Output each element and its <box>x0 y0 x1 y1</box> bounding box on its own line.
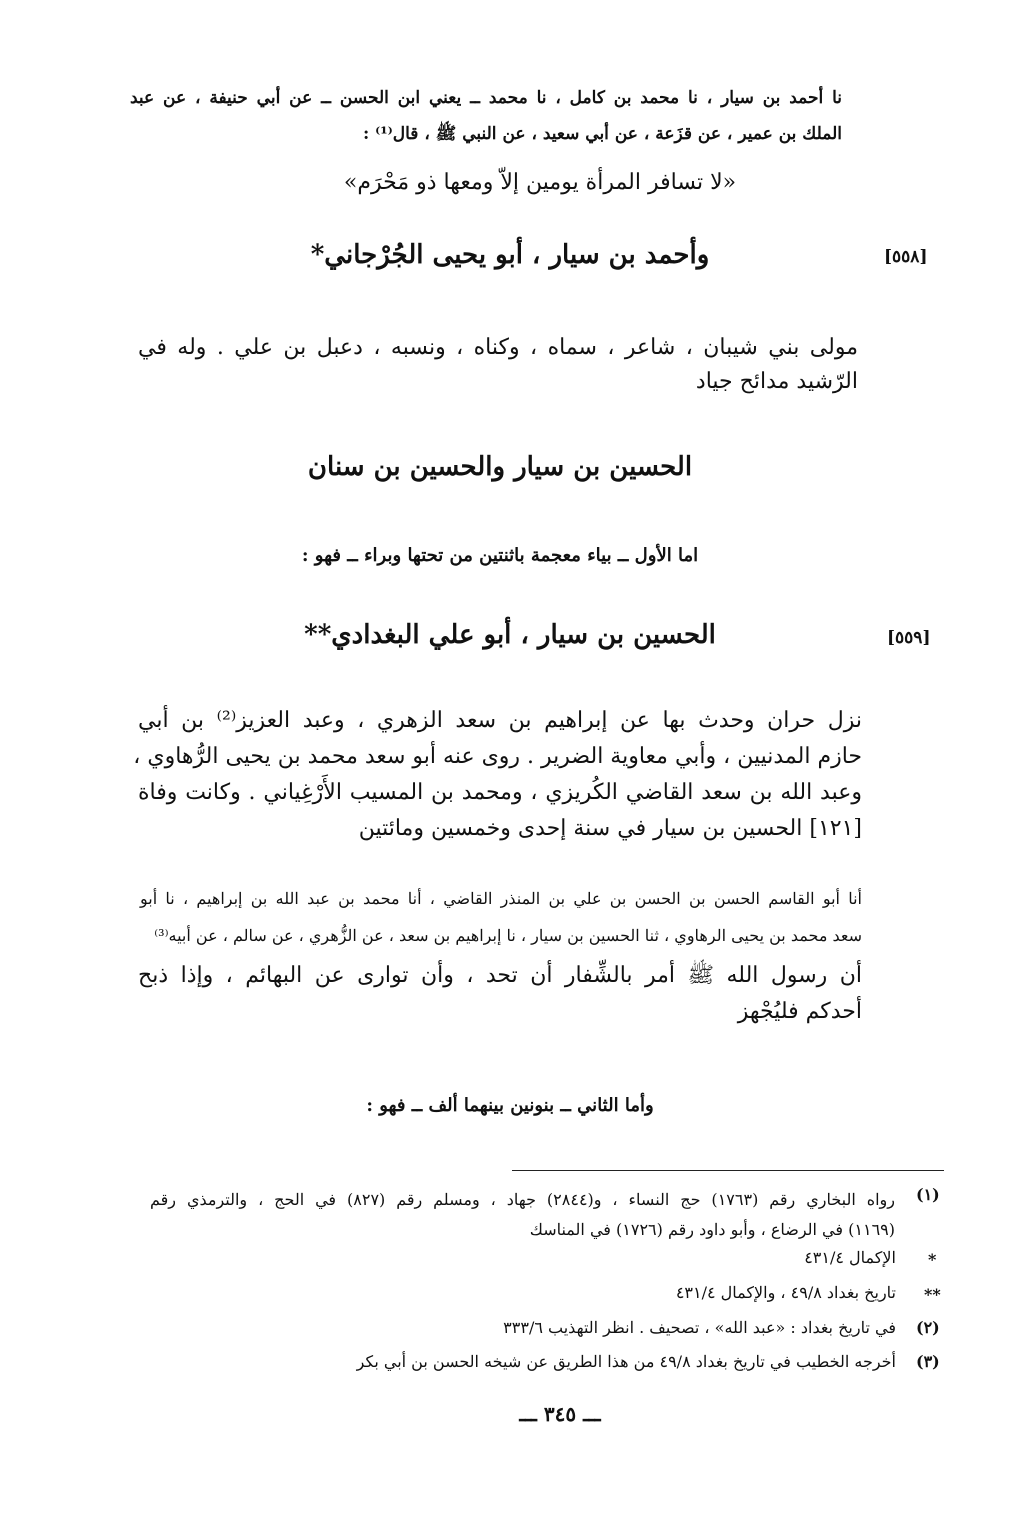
entry-559-isnad-line2: سعد محمد بن يحيى الرهاوي ، ثنا الحسين بن سيار ، نا إبراهيم بن سعد ، عن الزُّهري ، عن سالم ، عن أبيه⁽³⁾ <box>154 926 862 945</box>
entry-559-number: [٥٥٩] <box>887 628 931 648</box>
entry-559-line4: [١٢١] الحسين بن سيار في سنة إحدى وخمسين ومائتين <box>358 816 862 841</box>
entry-559-line3: وعبد الله بن سعد القاضي الكُريزي ، ومحمد بن المسيب الأَرْغِياني . وكانت وفاة <box>138 780 862 805</box>
top-hadith-matn: «لا تسافر المرأة يومين إلاّ ومعها ذو مَحْرَم» <box>343 170 737 195</box>
entry-558-body <box>138 326 858 404</box>
entry-559-heading: الحسين بن سيار ، أبو علي البغدادي** <box>304 620 716 650</box>
footnote-1-text <box>150 1185 895 1245</box>
second-note: وأما الثاني ــ بنونين بينهما ألف ــ فهو : <box>366 1095 654 1116</box>
footnote-star-text: الإكمال ٤٣١/٤ <box>804 1248 896 1267</box>
section-heading: الحسين بن سيار والحسين بن سنان <box>307 452 693 482</box>
entry-559-line2: حازم المدنيين ، وأبي معاوية الضرير . روى عنه أبو سعد محمد بن يحيى الرُّهاوي ، <box>133 744 862 769</box>
entry-559-hadith-line1: أن رسول الله ﷺ أمر بالشِّفار أن تحد ، وأن توارى عن البهائم ، وإذا ذبح <box>138 963 862 988</box>
top-isnad-line1: نا أحمد بن سيار ، نا محمد بن كامل ، نا محمد ــ يعني ابن الحسن ــ عن أبي حنيفة ، عن عبد <box>130 88 842 108</box>
footnote-3-text: أخرجه الخطيب في تاريخ بغداد ٤٩/٨ من هذا الطريق عن شيخه الحسن بن أبي بكر <box>356 1352 896 1371</box>
entry-559-isnad <box>140 880 862 954</box>
entry-559-body <box>133 703 862 847</box>
footnote-double-star-text: تاريخ بغداد ٤٩/٨ ، والإكمال ٤٣١/٤ <box>675 1283 896 1302</box>
entry-558-heading: وأحمد بن سيار ، أبو يحيى الجُرْجاني* <box>310 240 710 270</box>
footnote-double-star-marker: ** <box>924 1285 941 1304</box>
entry-559-line1: نزل حران وحدث بها عن إبراهيم بن سعد الزهري ، وعبد العزيز⁽²⁾ بن أبي <box>138 708 862 733</box>
entry-559-hadith-line2: أحدكم فليُجْهز <box>737 999 862 1024</box>
footnote-2-marker: (٢) <box>916 1318 940 1337</box>
footnote-3-marker: (٣) <box>916 1352 940 1371</box>
footnote-separator <box>512 1170 944 1171</box>
footnote-1-marker: (١) <box>916 1185 940 1204</box>
first-note: اما الأول ــ بياء معجمة باثنتين من تحتها وبراء ــ فهو : <box>301 545 699 566</box>
footnote-1-line1: رواه البخاري رقم (١٧٦٣) حج النساء ، و(٢٨٤٤) جهاد ، ومسلم رقم (٨٢٧) في الحج ، والترمذي رقم <box>150 1190 896 1209</box>
footnote-1-line2: (١١٦٩) في الرضاع ، وأبو داود رقم (١٧٢٦) في المناسك <box>529 1220 895 1239</box>
page-number: ـــ ٣٤٥ ـــ <box>519 1402 601 1426</box>
top-isnad <box>130 80 842 152</box>
entry-558-number: [٥٥٨] <box>884 247 928 267</box>
entry-559-hadith <box>138 958 862 1030</box>
entry-558-line1: مولى بني شيبان ، شاعر ، سماه ، وكناه ، ونسبه ، دعبل بن علي . وله في <box>138 335 858 360</box>
entry-558-line2: الرّشيد مدائح جياد <box>695 369 858 394</box>
footnote-2-text: في تاريخ بغداد : «عبد الله» ، تصحيف . انظر التهذيب ٣٣٣/٦ <box>503 1318 896 1337</box>
top-isnad-line2: الملك بن عمير ، عن قزَعة ، عن أبي سعيد ، عن النبي ﷺ ، قال⁽¹⁾ : <box>362 124 842 144</box>
footnote-star-marker: * <box>928 1250 937 1269</box>
entry-559-isnad-line1: أنا أبو القاسم الحسن بن الحسن بن علي بن المنذر القاضي ، أنا محمد بن عبد الله بن إبراهيم ، نا أبو <box>140 889 863 908</box>
